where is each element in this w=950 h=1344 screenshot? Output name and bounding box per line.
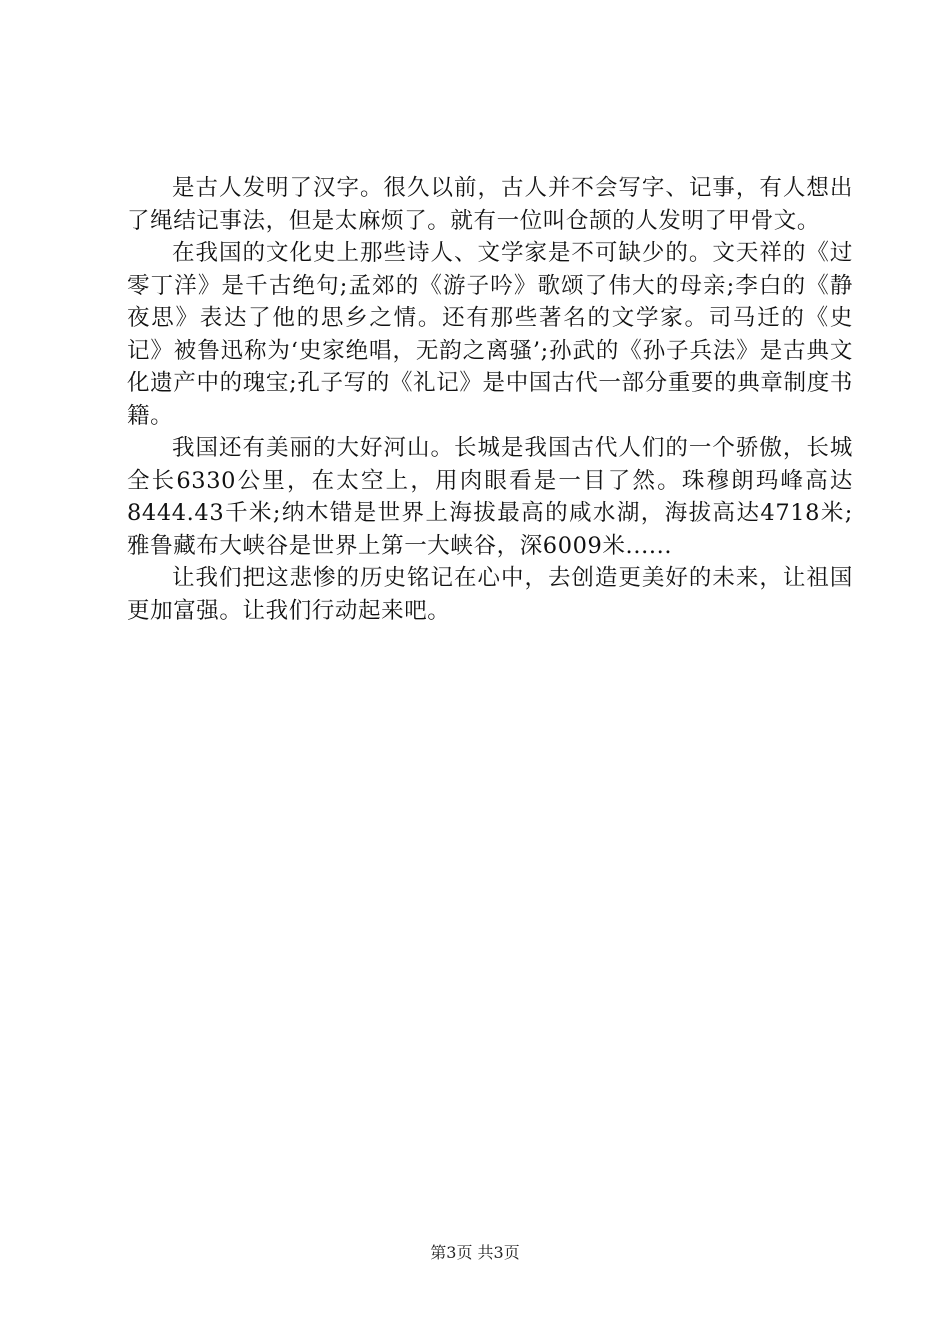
paragraph-landscapes: 我国还有美丽的大好河山。长城是我国古代人们的一个骄傲，长城全长6330公里，在太空上，用肉眼看是一目了然。珠穆朗玛峰高达8444.43千米;纳木错是世界上海拔最高的咸水湖，海拔高达4718米;雅鲁藏布大峡谷是世界上第一大峡谷，深6009米...... [127, 435, 853, 559]
paragraph-literary-history: 在我国的文化史上那些诗人、文学家是不可缺少的。文天祥的《过零丁洋》是千古绝句;孟郊的《游子吟》歌颂了伟大的母亲;李白的《静夜思》表达了他的思乡之情。还有那些著名的文学家。司马迁的《史记》被鲁迅称为‘史家绝唱，无韵之离骚’;孙武的《孙子兵法》是古典文化遗产中的瑰宝;孔子写的《礼记》是中国古代一部分重要的典章制度书籍。 [127, 240, 853, 429]
paragraph-invention-of-characters: 是古人发明了汉字。很久以前，古人并不会写字、记事，有人想出了绳结记事法，但是太麻烦了。就有一位叫仓颉的人发明了甲骨文。 [127, 175, 853, 234]
page-number-footer: 第3页 共3页 [430, 1243, 520, 1262]
document-body [127, 172, 853, 627]
paragraph-closing: 让我们把这悲惨的历史铭记在心中，去创造更美好的未来，让祖国更加富强。让我们行动起来吧。 [127, 565, 853, 624]
